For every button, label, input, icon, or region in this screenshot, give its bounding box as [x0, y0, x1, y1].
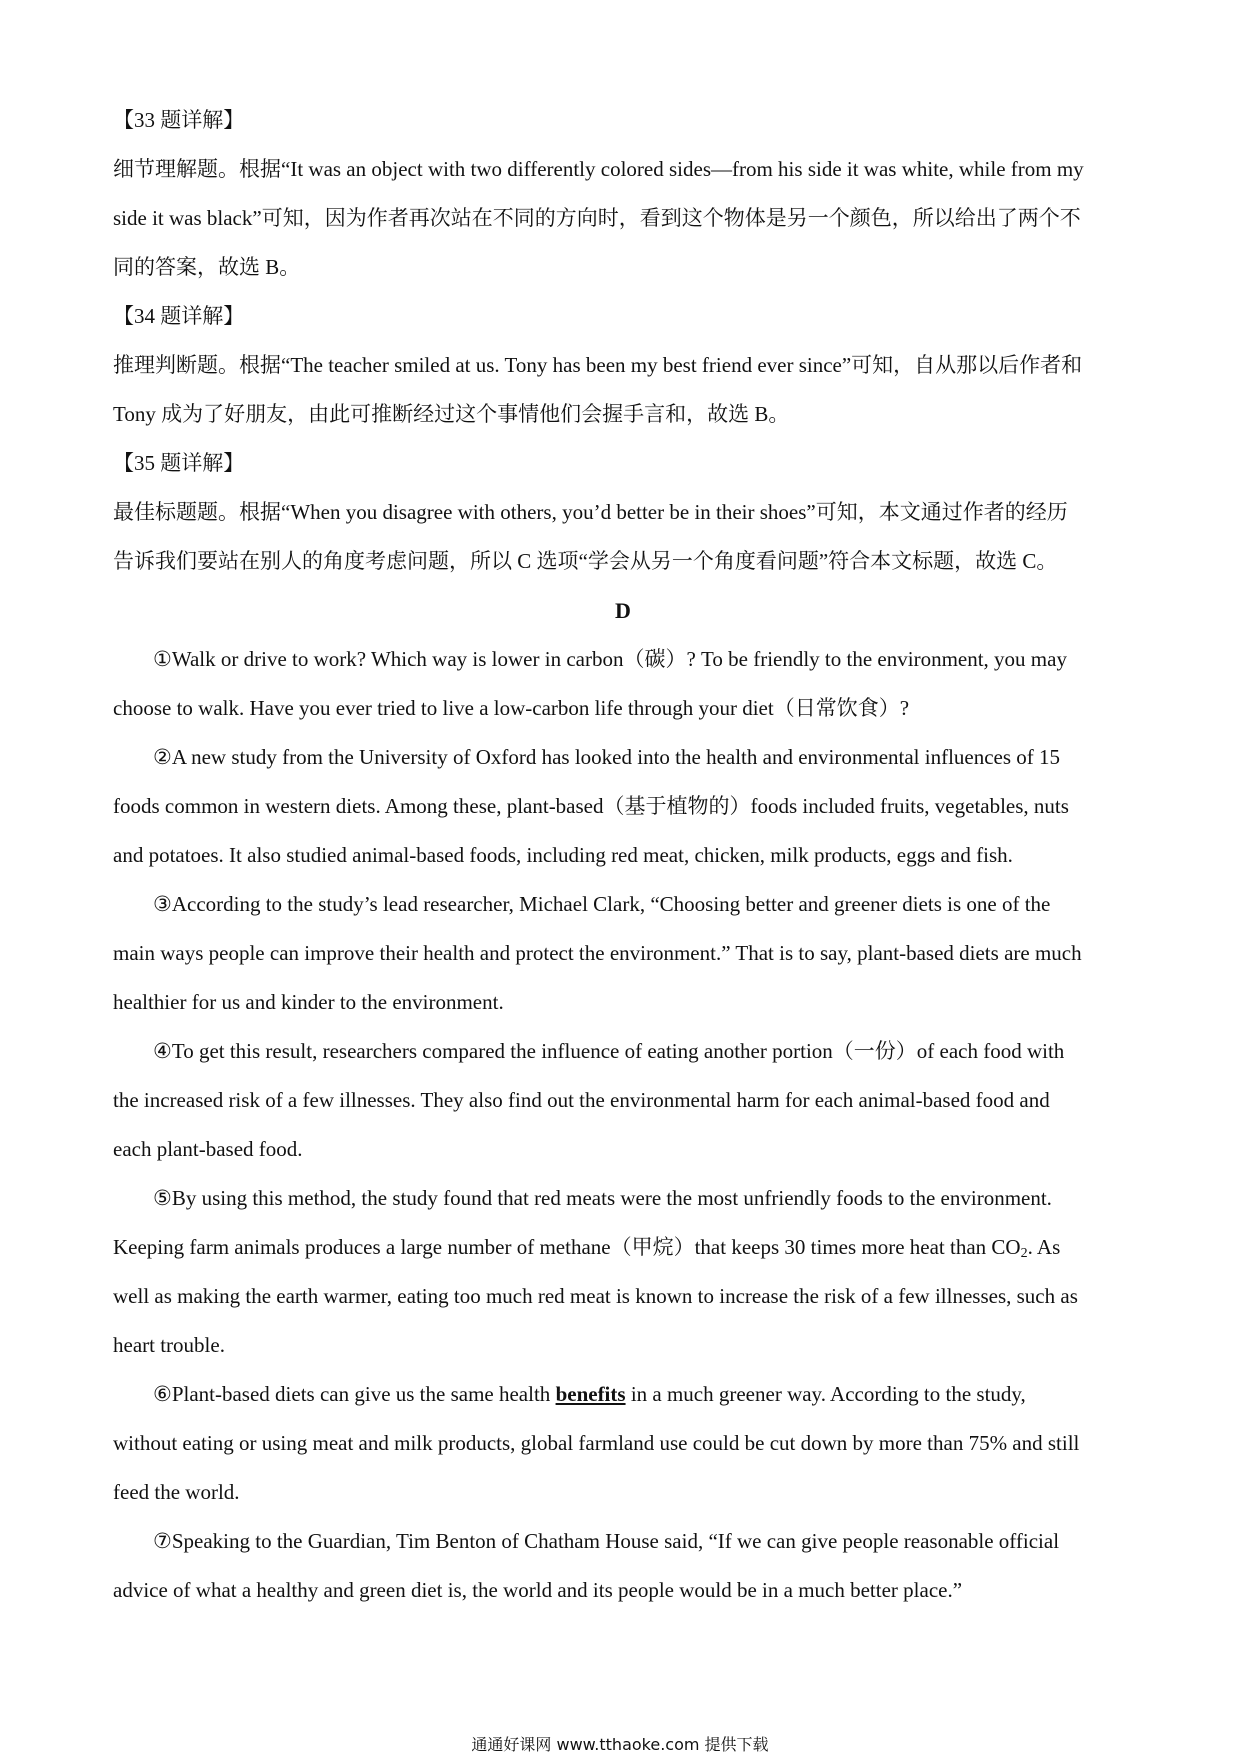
q33-heading: 【33 题详解】 [113, 108, 245, 132]
passage-p5-line-3: well as making the earth warmer, eating too much red meat is known to increase the risk of a few illnesses, such as [113, 1284, 1078, 1308]
q35-line-1: 最佳标题题。根据“When you disagree with others, you’d better be in their shoes”可知，本文通过作者的经历 [113, 500, 1068, 524]
passage-p3-line-1: ③According to the study’s lead researcher, Michael Clark, “Choosing better and greener diets is one of the [153, 892, 1051, 916]
passage-p3-line-3: healthier for us and kinder to the environment. [113, 990, 504, 1014]
q34-line-1: 推理判断题。根据“The teacher smiled at us. Tony has been my best friend ever since”可知，自从那以后作者和 [113, 353, 1083, 377]
passage-p7-line-2: advice of what a healthy and green diet is, the world and its people would be in a much better place.” [113, 1578, 963, 1602]
passage-p5-line-4: heart trouble. [113, 1333, 225, 1357]
page-footer: 通通好课网 www.tthaoke.com 提供下载 [471, 1735, 769, 1754]
passage-p4-line-3: each plant-based food. [113, 1137, 303, 1161]
passage-p2-line-2: foods common in western diets. Among these, plant-based（基于植物的）foods included fruits, vegetables, nuts [113, 794, 1069, 818]
co2-subscript: 2 [1020, 1246, 1028, 1261]
passage-p6-line-1 [113, 1370, 1133, 1419]
passage-p7-line-1: ⑦Speaking to the Guardian, Tim Benton of Chatham House said, “If we can give people reasonable official [153, 1529, 1060, 1553]
q33-line-3: 同的答案，故选 B。 [113, 255, 301, 279]
passage-p6-line-1-text: ⑥Plant-based diets can give us the same health [153, 1382, 556, 1406]
passage-p2-line-3: and potatoes. It also studied animal-based foods, including red meat, chicken, milk products, eggs and fish. [113, 843, 1013, 867]
passage-p5-line-1: ⑤By using this method, the study found that red meats were the most unfriendly foods to the environment. [153, 1186, 1052, 1210]
passage-p5-line-2-tail: . As [1027, 1235, 1061, 1259]
passage-p6-line-2: without eating or using meat and milk products, global farmland use could be cut down by more than 75% and still [113, 1431, 1080, 1455]
passage-p6-line-3: feed the world. [113, 1480, 240, 1504]
document-page [113, 96, 1133, 1615]
passage-p1-line-2: choose to walk. Have you ever tried to live a low-carbon life through your diet（日常饮食）? [113, 696, 910, 720]
q34-heading: 【34 题详解】 [113, 304, 245, 328]
underlined-word-benefits: benefits [555, 1382, 626, 1406]
q35-heading: 【35 题详解】 [113, 451, 245, 475]
passage-p1-line-1: ①Walk or drive to work? Which way is lower in carbon（碳）? To be friendly to the environment, you may [153, 647, 1067, 671]
passage-p4-line-2: the increased risk of a few illnesses. They also find out the environmental harm for each animal-based food and [113, 1088, 1050, 1112]
q33-line-1: 细节理解题。根据“It was an object with two differently colored sides—from his side it was white, while from my [113, 157, 1084, 181]
passage-p5-line-2 [113, 1223, 1133, 1272]
q34-line-2: Tony 成为了好朋友，由此可推断经过这个事情他们会握手言和，故选 B。 [113, 402, 790, 426]
passage-p2-line-1: ②A new study from the University of Oxford has looked into the health and environmental influences of 15 [153, 745, 1061, 769]
section-title: D [615, 598, 631, 623]
passage-p3-line-2: main ways people can improve their health and protect the environment.” That is to say, plant-based diets are much [113, 941, 1082, 965]
passage-p6-line-1-tail: in a much greener way. According to the study, [625, 1382, 1026, 1406]
passage-p4-line-1: ④To get this result, researchers compared the influence of eating another portion（一份）of each food with [153, 1039, 1065, 1063]
q33-line-2: side it was black”可知，因为作者再次站在不同的方向时，看到这个物体是另一个颜色，所以给出了两个不 [113, 206, 1081, 230]
q35-line-2: 告诉我们要站在别人的角度考虑问题，所以 C 选项“学会从另一个角度看问题”符合本文标题，故选 C。 [113, 549, 1058, 573]
passage-p5-line-2-text: Keeping farm animals produces a large number of methane（甲烷）that keeps 30 times more heat than CO [113, 1235, 1021, 1259]
